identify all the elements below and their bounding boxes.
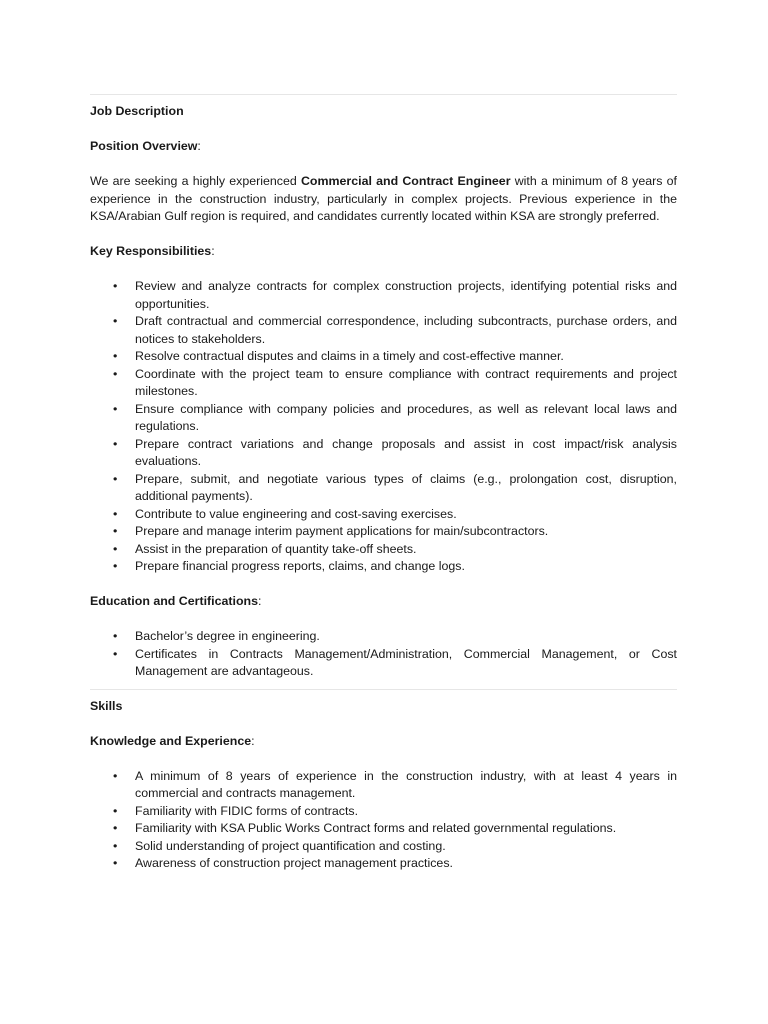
list-item: • Familiarity with FIDIC forms of contracts. (90, 803, 677, 821)
position-overview-heading (90, 138, 677, 156)
list-item: • Prepare, submit, and negotiate various types of claims (e.g., prolongation cost, disruption, additional payments). (90, 471, 677, 506)
list-item: • Draft contractual and commercial correspondence, including subcontracts, purchase orders, and notices to stakeholders. (90, 313, 677, 348)
knowledge-list (90, 768, 677, 873)
knowledge-colon: : (251, 733, 255, 748)
list-item: • Familiarity with KSA Public Works Contract forms and related governmental regulations. (90, 820, 677, 838)
knowledge-heading (90, 733, 677, 751)
document-title: Job Description (90, 104, 184, 118)
list-item: • Ensure compliance with company policies and procedures, as well as relevant local laws and regulations. (90, 401, 677, 436)
education-heading (90, 593, 677, 611)
list-item: • Prepare contract variations and change proposals and assist in cost impact/risk analysis evaluations. (90, 436, 677, 471)
document-content (90, 94, 677, 873)
list-item: • Solid understanding of project quantification and costing. (90, 838, 677, 856)
list-item: • Assist in the preparation of quantity take-off sheets. (90, 541, 677, 559)
skills-title: Skills (90, 698, 123, 713)
top-divider (90, 94, 677, 95)
position-overview-label: Position Overview (90, 139, 198, 153)
list-item: • A minimum of 8 years of experience in the construction industry, with at least 4 years in commercial and contracts management. (90, 768, 677, 803)
position-overview-colon: : (197, 139, 201, 153)
list-item: • Contribute to value engineering and cost-saving exercises. (90, 506, 677, 524)
key-responsibilities-heading (90, 243, 677, 261)
key-responsibilities-colon: : (211, 244, 215, 258)
education-list (90, 628, 677, 681)
overview-job-title: Commercial and Contract Engineer (300, 174, 511, 188)
list-item: • Prepare financial progress reports, claims, and change logs. (90, 558, 677, 576)
list-item: • Review and analyze contracts for complex construction projects, identifying potential risks and opportunities. (90, 278, 677, 313)
position-overview-paragraph (90, 173, 677, 226)
list-item: • Awareness of construction project management practices. (90, 855, 677, 873)
list-item: • Resolve contractual disputes and claims in a timely and cost-effective manner. (90, 348, 677, 366)
list-item: • Bachelor’s degree in engineering. (90, 628, 677, 646)
skills-divider (90, 689, 677, 690)
responsibilities-list (90, 278, 677, 576)
education-label: Education and Certifications (90, 594, 258, 608)
list-item: • Prepare and manage interim payment applications for main/subcontractors. (90, 523, 677, 541)
list-item: • Coordinate with the project team to ensure compliance with contract requirements and project milestones. (90, 366, 677, 401)
overview-text-after: with a minimum of 8 years of experience in the construction industry, particularly in complex projects. Previous experience in the KSA/Arabian Gulf region is required, and candidates currently located within KSA are strongly preferred. (90, 174, 678, 223)
knowledge-label: Knowledge and Experience (90, 733, 252, 748)
list-item: • Certificates in Contracts Management/Administration, Commercial Management, or Cost Management are advantageous. (90, 646, 677, 681)
key-responsibilities-label: Key Responsibilities (90, 244, 212, 258)
education-colon: : (257, 594, 262, 608)
overview-text-before: We are seeking a highly experienced (90, 174, 301, 188)
